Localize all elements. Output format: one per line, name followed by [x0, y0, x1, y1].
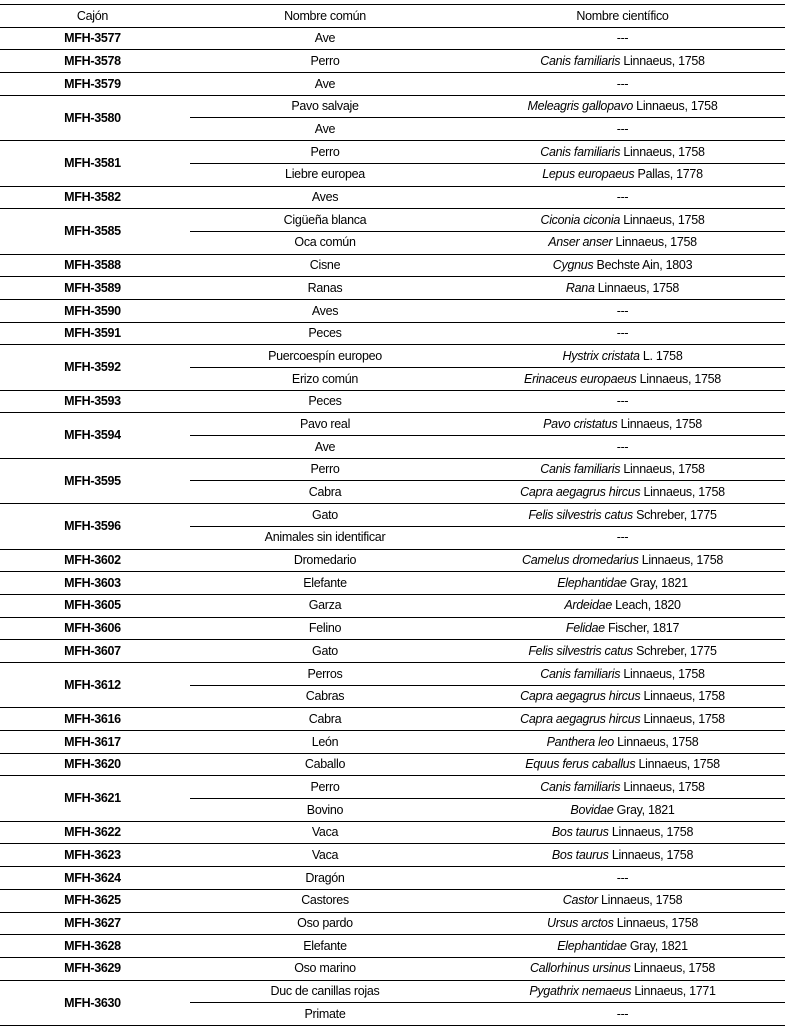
nombre-cientifico-cell — [460, 390, 785, 413]
cajon-cell: MFH-3616 — [0, 708, 185, 731]
scientific-authority: Linnaeus, 1758 — [638, 553, 724, 568]
scientific-name: Elephantidae — [557, 575, 627, 590]
cajon-cell: MFH-3594 — [0, 413, 185, 458]
scientific-authority: Linnaeus, 1758 — [630, 961, 716, 976]
nombre-comun-cell: Elefante — [190, 935, 460, 958]
table-row — [0, 776, 785, 799]
nombre-cientifico-cell — [460, 436, 785, 459]
cajon-cell: MFH-3589 — [0, 277, 185, 300]
nombre-comun-cell: Castores — [190, 889, 460, 912]
scientific-authority: --- — [616, 31, 629, 46]
nombre-comun-cell: Perro — [190, 776, 460, 799]
nombre-comun-cell: Bovino — [190, 799, 460, 822]
scientific-name: Panthera leo — [546, 734, 614, 749]
nombre-comun-cell: Ave — [190, 118, 460, 141]
nombre-cientifico-cell — [460, 95, 785, 118]
cajon-cell: MFH-3578 — [0, 50, 185, 73]
nombre-comun-cell: Caballo — [190, 753, 460, 776]
table-row — [0, 731, 785, 754]
scientific-name: Castor — [562, 893, 598, 908]
scientific-authority: --- — [616, 76, 629, 91]
cajon-cell: MFH-3625 — [0, 889, 185, 912]
nombre-cientifico-cell — [460, 73, 785, 96]
nombre-comun-cell: Felino — [190, 617, 460, 640]
nombre-comun-cell: Liebre europea — [190, 163, 460, 186]
table-header — [0, 5, 785, 28]
scientific-authority: Linnaeus, 1758 — [617, 416, 702, 431]
nombre-comun-cell: Cabras — [190, 685, 460, 708]
table-row — [0, 572, 785, 595]
scientific-name: Pavo cristatus — [543, 416, 618, 431]
scientific-authority: --- — [616, 190, 629, 205]
scientific-name: Elephantidae — [557, 938, 627, 953]
cajon-cell: MFH-3595 — [0, 458, 185, 503]
scientific-name: Capra aegagrus hircus — [520, 689, 641, 704]
nombre-cientifico-cell — [460, 163, 785, 186]
cajon-cell: MFH-3628 — [0, 935, 185, 958]
scientific-authority: Leach, 1820 — [611, 598, 681, 613]
cajon-cell: MFH-3579 — [0, 73, 185, 96]
table-row — [0, 980, 785, 1003]
scientific-authority: Linnaeus, 1758 — [620, 779, 705, 794]
scientific-name: Ciconia ciconia — [540, 212, 621, 227]
scientific-authority: Pallas, 1778 — [634, 167, 703, 182]
scientific-name: Equus ferus caballus — [525, 757, 636, 772]
table-row — [0, 640, 785, 663]
scientific-authority: Gray, 1821 — [626, 575, 688, 590]
nombre-cientifico-cell — [460, 572, 785, 595]
scientific-authority: Linnaeus, 1758 — [594, 280, 680, 295]
table-row — [0, 889, 785, 912]
table-row — [0, 549, 785, 572]
scientific-authority: --- — [616, 1006, 629, 1021]
nombre-comun-cell: Pavo salvaje — [190, 95, 460, 118]
scientific-name: Meleagris gallopavo — [527, 99, 633, 114]
nombre-comun-cell: León — [190, 731, 460, 754]
nombre-cientifico-cell — [460, 209, 785, 232]
nombre-comun-cell: Gato — [190, 504, 460, 527]
table-row — [0, 209, 785, 232]
nombre-cientifico-cell — [460, 549, 785, 572]
table-row — [0, 50, 785, 73]
cajon-cell: MFH-3590 — [0, 299, 185, 322]
nombre-comun-cell: Oca común — [190, 231, 460, 254]
nombre-comun-cell: Erizo común — [190, 368, 460, 391]
scientific-name: Felis silvestris catus — [528, 643, 633, 658]
nombre-comun-cell: Vaca — [190, 821, 460, 844]
scientific-authority: Linnaeus, 1758 — [608, 825, 694, 840]
nombre-comun-cell: Pavo real — [190, 413, 460, 436]
scientific-authority: Bechste Ain, 1803 — [593, 258, 693, 273]
cajon-cell: MFH-3612 — [0, 662, 185, 707]
table-row — [0, 390, 785, 413]
cajon-cell: MFH-3605 — [0, 594, 185, 617]
scientific-name: Capra aegagrus hircus — [520, 485, 641, 500]
nombre-cientifico-cell — [460, 141, 785, 164]
scientific-authority: Linnaeus, 1758 — [640, 689, 725, 704]
cajon-cell: MFH-3606 — [0, 617, 185, 640]
scientific-authority: Linnaeus, 1758 — [635, 757, 720, 772]
cajon-cell: MFH-3621 — [0, 776, 185, 821]
nombre-comun-cell: Cabra — [190, 708, 460, 731]
nombre-comun-cell: Animales sin identificar — [190, 526, 460, 549]
scientific-authority: Linnaeus, 1758 — [620, 53, 705, 68]
header-cajon: Cajón — [0, 5, 185, 28]
scientific-name: Canis familiaris — [540, 144, 621, 159]
scientific-name: Bos taurus — [551, 848, 609, 863]
nombre-comun-cell: Vaca — [190, 844, 460, 867]
scientific-name: Canis familiaris — [540, 462, 621, 477]
table-row — [0, 458, 785, 481]
scientific-name: Felidae — [565, 621, 605, 636]
nombre-cientifico-cell — [460, 617, 785, 640]
nombre-cientifico-cell — [460, 299, 785, 322]
cajon-cell: MFH-3591 — [0, 322, 185, 345]
scientific-authority: Schreber, 1775 — [632, 643, 717, 658]
cajon-cell: MFH-3622 — [0, 821, 185, 844]
scientific-name: Bos taurus — [551, 825, 609, 840]
header-row — [0, 5, 785, 28]
cajon-cell: MFH-3585 — [0, 209, 185, 254]
table-row — [0, 594, 785, 617]
nombre-comun-cell: Duc de canillas rojas — [190, 980, 460, 1003]
scientific-name: Capra aegagrus hircus — [520, 711, 641, 726]
nombre-comun-cell: Ranas — [190, 277, 460, 300]
nombre-cientifico-cell — [460, 231, 785, 254]
nombre-comun-cell: Ave — [190, 73, 460, 96]
nombre-cientifico-cell — [460, 277, 785, 300]
cajon-cell: MFH-3620 — [0, 753, 185, 776]
cajon-cell: MFH-3596 — [0, 504, 185, 549]
nombre-comun-cell: Garza — [190, 594, 460, 617]
scientific-authority: Gray, 1821 — [613, 802, 675, 817]
header-nombre-comun: Nombre común — [190, 5, 460, 28]
scientific-authority: Gray, 1821 — [626, 938, 688, 953]
scientific-authority: --- — [616, 303, 629, 318]
nombre-cientifico-cell — [460, 799, 785, 822]
cajon-cell: MFH-3624 — [0, 867, 185, 890]
nombre-cientifico-cell — [460, 776, 785, 799]
scientific-authority: Schreber, 1775 — [632, 507, 717, 522]
scientific-authority: --- — [616, 122, 629, 137]
nombre-cientifico-cell — [460, 640, 785, 663]
scientific-authority: Linnaeus, 1771 — [631, 984, 716, 999]
nombre-cientifico-cell — [460, 957, 785, 980]
scientific-authority: Linnaeus, 1758 — [608, 848, 694, 863]
scientific-name: Cygnus — [552, 258, 594, 273]
scientific-authority: Linnaeus, 1758 — [633, 99, 718, 114]
cajon-cell: MFH-3581 — [0, 141, 185, 186]
nombre-cientifico-cell — [460, 731, 785, 754]
scientific-authority: --- — [616, 326, 629, 341]
nombre-comun-cell: Peces — [190, 322, 460, 345]
cajon-cell: MFH-3617 — [0, 731, 185, 754]
nombre-comun-cell: Perro — [190, 458, 460, 481]
scientific-name: Pygathrix nemaeus — [529, 984, 632, 999]
scientific-authority: Linnaeus, 1758 — [613, 916, 699, 931]
scientific-authority: Linnaeus, 1758 — [620, 212, 705, 227]
table-row — [0, 617, 785, 640]
table-row — [0, 753, 785, 776]
scientific-authority: Linnaeus, 1758 — [620, 666, 705, 681]
nombre-comun-cell: Primate — [190, 1003, 460, 1026]
nombre-cientifico-cell — [460, 753, 785, 776]
nombre-cientifico-cell — [460, 889, 785, 912]
cajon-cell: MFH-3582 — [0, 186, 185, 209]
scientific-name: Canis familiaris — [540, 53, 621, 68]
scientific-authority: Linnaeus, 1758 — [612, 235, 697, 250]
scientific-authority: Linnaeus, 1758 — [597, 893, 683, 908]
cajon-cell: MFH-3580 — [0, 95, 185, 140]
cajon-cell: MFH-3603 — [0, 572, 185, 595]
nombre-cientifico-cell — [460, 50, 785, 73]
nombre-comun-cell: Aves — [190, 299, 460, 322]
scientific-name: Erinaceus europaeus — [524, 371, 637, 386]
scientific-authority: --- — [616, 439, 629, 454]
table-row — [0, 957, 785, 980]
table-row — [0, 141, 785, 164]
scientific-name: Callorhinus ursinus — [529, 961, 631, 976]
cajon-cell: MFH-3627 — [0, 912, 185, 935]
scientific-name: Lepus europaeus — [542, 167, 635, 182]
nombre-comun-cell: Puercoespín europeo — [190, 345, 460, 368]
table-row — [0, 27, 785, 50]
cajon-cell: MFH-3577 — [0, 27, 185, 50]
scientific-authority: Linnaeus, 1758 — [613, 734, 699, 749]
nombre-cientifico-cell — [460, 504, 785, 527]
nombre-cientifico-cell — [460, 662, 785, 685]
scientific-authority: Linnaeus, 1758 — [640, 711, 725, 726]
table-row — [0, 322, 785, 345]
table-row — [0, 867, 785, 890]
table-row — [0, 708, 785, 731]
cajon-cell: MFH-3602 — [0, 549, 185, 572]
scientific-authority: Linnaeus, 1758 — [620, 144, 705, 159]
nombre-cientifico-cell — [460, 322, 785, 345]
cajon-cell: MFH-3607 — [0, 640, 185, 663]
nombre-cientifico-cell — [460, 118, 785, 141]
nombre-cientifico-cell — [460, 368, 785, 391]
nombre-cientifico-cell — [460, 254, 785, 277]
nombre-cientifico-cell — [460, 481, 785, 504]
scientific-name: Felis silvestris catus — [528, 507, 633, 522]
nombre-comun-cell: Cisne — [190, 254, 460, 277]
nombre-comun-cell: Cigüeña blanca — [190, 209, 460, 232]
scientific-name: Canis familiaris — [540, 779, 621, 794]
table-row — [0, 95, 785, 118]
nombre-cientifico-cell — [460, 1003, 785, 1026]
nombre-cientifico-cell — [460, 458, 785, 481]
nombre-comun-cell: Oso pardo — [190, 912, 460, 935]
table-row — [0, 912, 785, 935]
cajon-cell: MFH-3588 — [0, 254, 185, 277]
scientific-authority: Linnaeus, 1758 — [636, 371, 721, 386]
nombre-comun-cell: Perros — [190, 662, 460, 685]
species-table — [0, 4, 785, 1026]
scientific-name: Hystrix cristata — [562, 348, 640, 363]
table-body — [0, 27, 785, 1025]
table-row — [0, 413, 785, 436]
scientific-authority: --- — [616, 530, 629, 545]
nombre-cientifico-cell — [460, 821, 785, 844]
nombre-cientifico-cell — [460, 685, 785, 708]
table-row — [0, 186, 785, 209]
cajon-cell: MFH-3623 — [0, 844, 185, 867]
table-row — [0, 504, 785, 527]
nombre-comun-cell: Oso marino — [190, 957, 460, 980]
nombre-comun-cell: Ave — [190, 436, 460, 459]
nombre-comun-cell: Peces — [190, 390, 460, 413]
scientific-authority: Linnaeus, 1758 — [640, 485, 725, 500]
header-nombre-cientifico: Nombre científico — [460, 5, 785, 28]
table-row — [0, 345, 785, 368]
nombre-cientifico-cell — [460, 186, 785, 209]
table-row — [0, 73, 785, 96]
cajon-cell: MFH-3629 — [0, 957, 185, 980]
scientific-name: Rana — [565, 280, 595, 295]
nombre-comun-cell: Dromedario — [190, 549, 460, 572]
cajon-cell: MFH-3592 — [0, 345, 185, 390]
nombre-comun-cell: Perro — [190, 50, 460, 73]
nombre-cientifico-cell — [460, 844, 785, 867]
scientific-authority: --- — [616, 394, 629, 409]
nombre-comun-cell: Perro — [190, 141, 460, 164]
nombre-cientifico-cell — [460, 413, 785, 436]
nombre-comun-cell: Gato — [190, 640, 460, 663]
cajon-cell: MFH-3630 — [0, 980, 185, 1025]
scientific-name: Ursus arctos — [546, 916, 614, 931]
nombre-comun-cell: Ave — [190, 27, 460, 50]
table-row — [0, 277, 785, 300]
nombre-cientifico-cell — [460, 345, 785, 368]
scientific-name: Bovidae — [570, 802, 614, 817]
nombre-cientifico-cell — [460, 980, 785, 1003]
table-row — [0, 254, 785, 277]
table-row — [0, 935, 785, 958]
nombre-comun-cell: Aves — [190, 186, 460, 209]
nombre-cientifico-cell — [460, 867, 785, 890]
nombre-cientifico-cell — [460, 708, 785, 731]
table-row — [0, 844, 785, 867]
nombre-cientifico-cell — [460, 594, 785, 617]
cajon-cell: MFH-3593 — [0, 390, 185, 413]
nombre-cientifico-cell — [460, 912, 785, 935]
scientific-authority: Linnaeus, 1758 — [620, 462, 705, 477]
scientific-name: Ardeidae — [564, 598, 612, 613]
scientific-authority: L. 1758 — [639, 348, 683, 363]
scientific-name: Camelus dromedarius — [521, 553, 639, 568]
nombre-cientifico-cell — [460, 27, 785, 50]
table-row — [0, 299, 785, 322]
scientific-authority: Fischer, 1817 — [604, 621, 680, 636]
nombre-cientifico-cell — [460, 526, 785, 549]
nombre-comun-cell: Elefante — [190, 572, 460, 595]
table-row — [0, 821, 785, 844]
scientific-authority: --- — [616, 870, 629, 885]
table-row — [0, 662, 785, 685]
nombre-comun-cell: Cabra — [190, 481, 460, 504]
scientific-name: Anser anser — [548, 235, 613, 250]
nombre-cientifico-cell — [460, 935, 785, 958]
scientific-name: Canis familiaris — [540, 666, 621, 681]
nombre-comun-cell: Dragón — [190, 867, 460, 890]
